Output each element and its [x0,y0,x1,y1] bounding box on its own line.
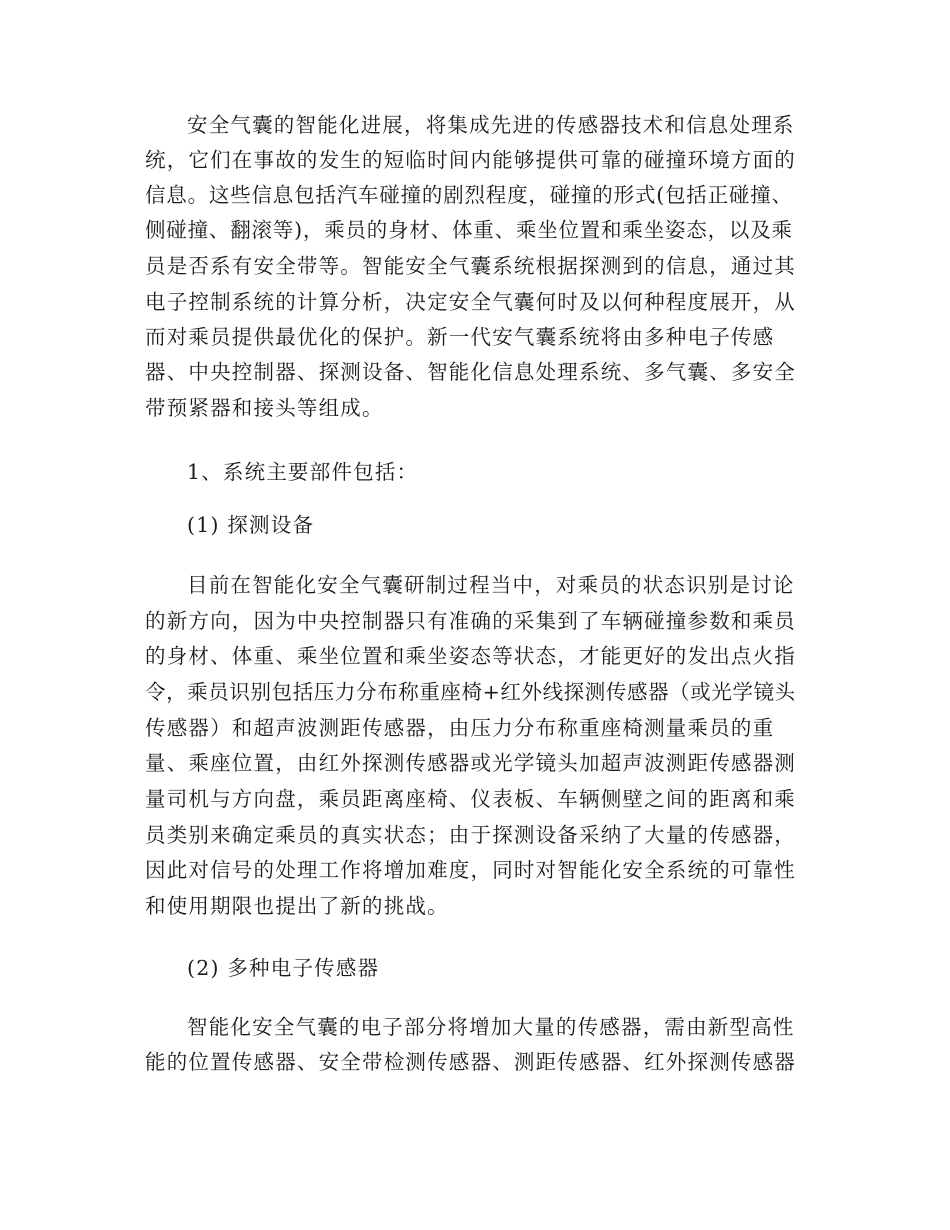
paragraph-line: 安全气囊的智能化进展，将集成先进的传感器技术和信息处理系 [187,113,795,137]
paragraph-line: 统，它们在事故的发生的短临时间内能够提供可靠的碰撞环境方面的 [145,148,796,172]
paragraph-line: 因此对信号的处理工作将增加难度，同时对智能化安全系统的可靠性 [145,858,796,882]
paragraph-line: 侧碰撞、翻滚等)，乘员的身材、体重、乘坐位置和乘坐姿态，以及乘 [145,218,793,242]
paragraph-line: 电子控制系统的计算分析，决定安全气囊何时及以何种程度展开，从 [145,290,796,314]
subsection-heading: (1) 探测设备 [187,513,315,537]
section-heading: 1、系统主要部件包括： [187,460,419,484]
paragraph-line: 员类别来确定乘员的真实状态；由于探测设备采纳了大量的传感器， [145,823,796,847]
subsection-heading: (2) 多种电子传感器 [187,956,380,980]
paragraph-line: 带预紧器和接头等组成。 [145,396,384,420]
paragraph-line: 智能化安全气囊的电子部分将增加大量的传感器，需由新型高性 [187,1015,795,1039]
paragraph-line: 目前在智能化安全气囊研制过程当中，对乘员的状态识别是讨论 [187,573,795,597]
paragraph-line: 的身材、体重、乘坐位置和乘坐姿态等状态，才能更好的发出点火指 [145,644,796,668]
paragraph-line: 器、中央控制器、探测设备、智能化信息处理系统、多气囊、多安全 [145,360,796,384]
paragraph-line: 令，乘员识别包括压力分布称重座椅+红外线探测传感器（或光学镜头 [145,680,796,704]
paragraph-line: 传感器）和超声波测距传感器，由压力分布称重座椅测量乘员的重 [145,716,775,740]
paragraph-line: 的新方向，因为中央控制器只有准确的采集到了车辆碰撞参数和乘员 [145,609,796,633]
paragraph-line: 而对乘员提供最优化的保护。新一代安气囊系统将由多种电子传感 [145,325,775,349]
paragraph-line: 信息。这些信息包括汽车碰撞的剧烈程度，碰撞的形式(包括正碰撞、 [145,183,793,207]
paragraph-line: 量司机与方向盘，乘员距离座椅、仪表板、车辆侧壁之间的距离和乘 [145,787,796,811]
paragraph-line: 员是否系有安全带等。智能安全气囊系统根据探测到的信息，通过其 [145,254,796,278]
paragraph-line: 能的位置传感器、安全带检测传感器、测距传感器、红外探测传感器 [145,1050,796,1074]
paragraph-line: 和使用期限也提出了新的挑战。 [145,894,449,918]
paragraph-line: 量、乘座位置，由红外探测传感器或光学镜头加超声波测距传感器测 [145,751,796,775]
